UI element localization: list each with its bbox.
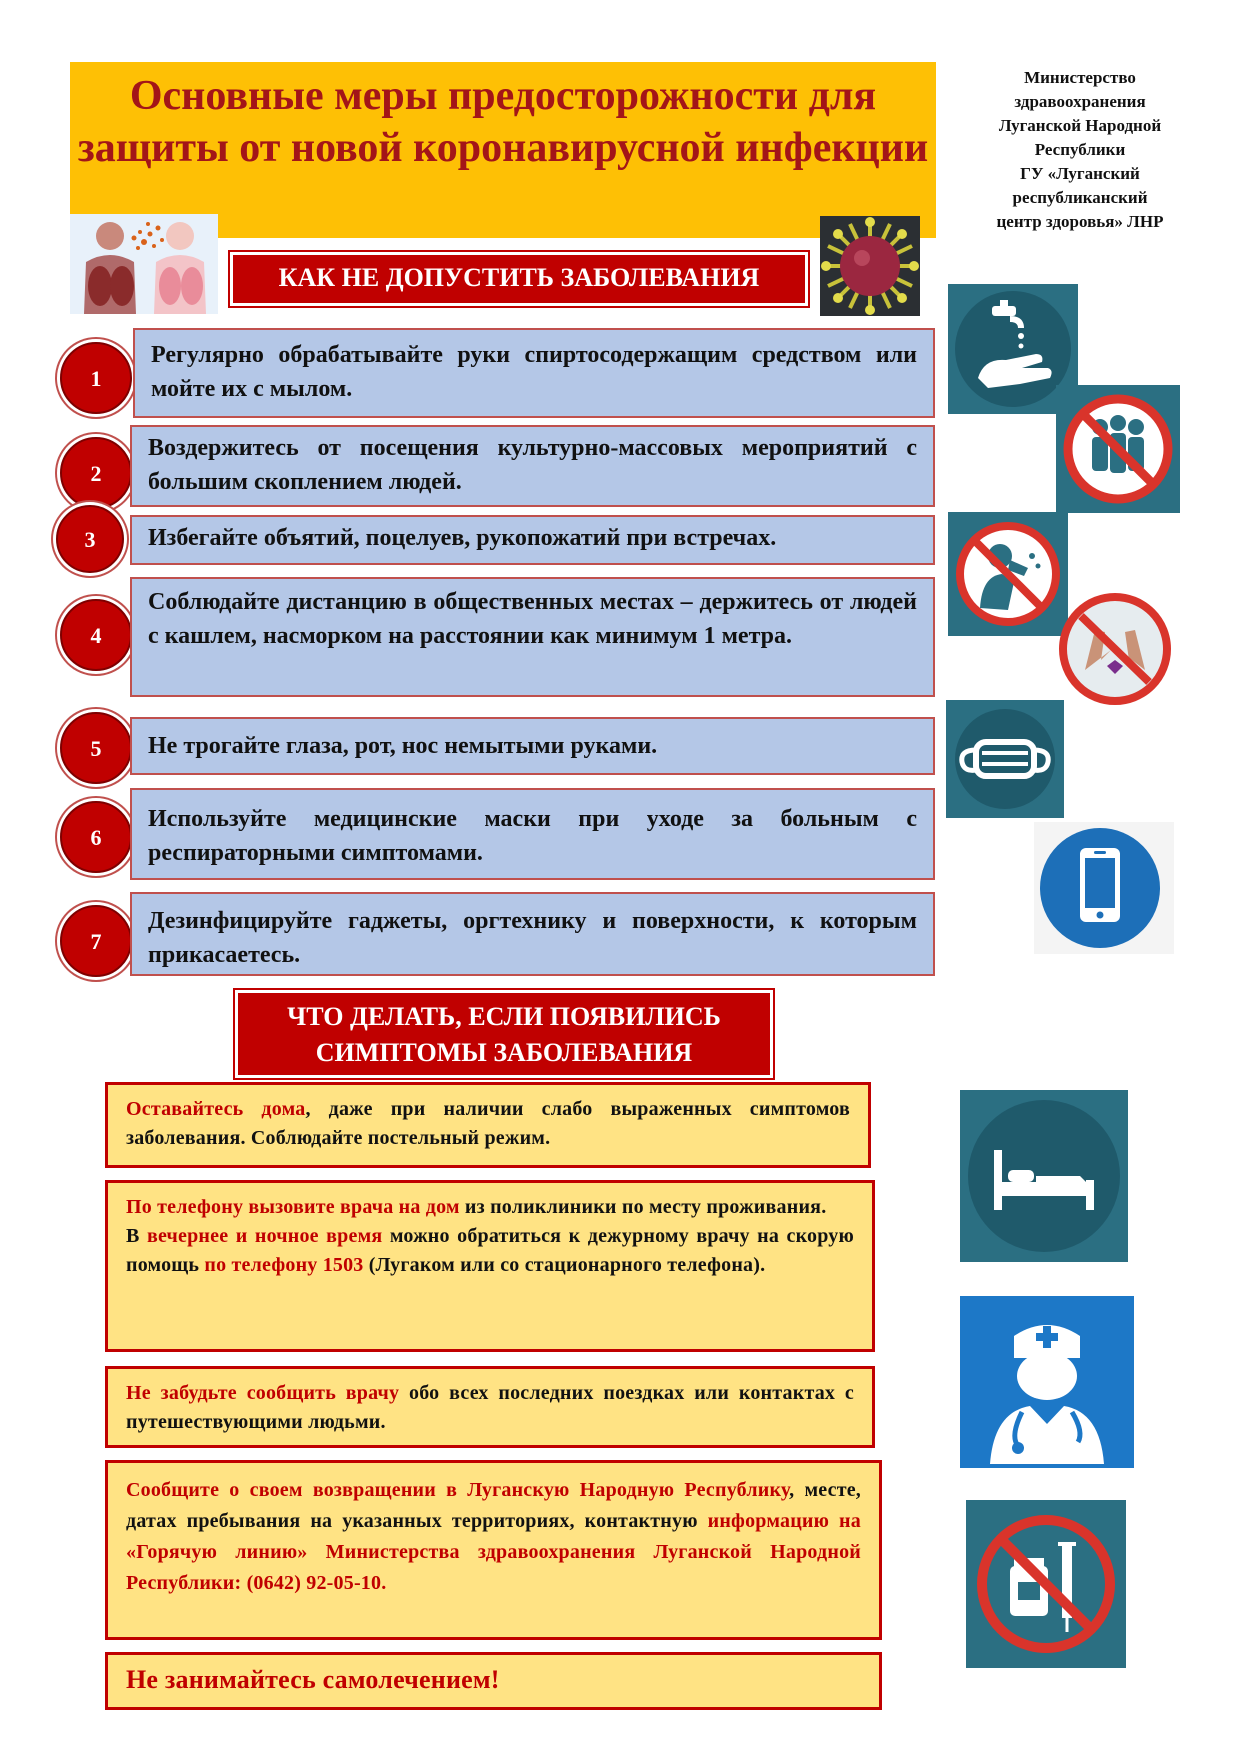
step-number: 4 (60, 599, 132, 671)
highlight-text: Сообщите о своем возвращении в Луганскую Народную Республику (126, 1479, 790, 1501)
section-heading-line: ЧТО ДЕЛАТЬ, ЕСЛИ ПОЯВИЛИСЬ (287, 1002, 721, 1031)
ministry-line: республиканский (1012, 188, 1148, 207)
step-number: 7 (60, 905, 132, 977)
no-crowd-icon (1056, 385, 1180, 513)
step-number: 3 (56, 505, 124, 573)
ministry-line: Республики (1034, 140, 1126, 159)
body-text: (Лугаком или со стационарного телефона). (363, 1254, 766, 1276)
highlight-text: информацию на «Горячую линию» Министерства здравоохранения Луганской Народной Республики: (0642) 92-05-10. (126, 1510, 861, 1594)
highlight-text: Оставайтесь дома (126, 1098, 306, 1120)
step-number: 5 (60, 712, 132, 784)
advice-box-call-doctor (105, 1180, 875, 1352)
body-text: В (126, 1225, 147, 1247)
body-text: обо всех последних поездках или контактах с путешествующими людьми. (126, 1382, 854, 1433)
highlight-text: по телефону 1503 (204, 1254, 364, 1276)
step-number: 1 (60, 342, 132, 414)
step-box: Воздержитесь от посещения культурно-массовых мероприятий с большим скоплением людей. (130, 425, 935, 507)
highlight-text: Не забудьте сообщить врачу (126, 1382, 400, 1404)
body-text: из поликлиники по месту проживания. (459, 1196, 827, 1218)
section-heading-line: СИМПТОМЫ ЗАБОЛЕВАНИЯ (315, 1038, 693, 1067)
body-text: можно обратиться к дежурному врачу на скорую помощь (126, 1225, 854, 1276)
advice-box-no-self-medication (105, 1652, 882, 1710)
body-text: , месте, датах пребывания на указанных территориях, контактную (126, 1479, 861, 1532)
ministry-line: здравоохранения (1014, 92, 1146, 111)
virus-icon (820, 216, 920, 316)
section-heading-symptoms (235, 990, 773, 1078)
body-text: , даже при наличии слабо выраженных симптомов заболевания. Соблюдайте постельный режим. (126, 1098, 850, 1149)
step-box: Дезинфицируйте гаджеты, оргтехнику и поверхности, к которым прикасаетесь. (130, 892, 935, 976)
step-number: 6 (60, 801, 132, 873)
step-box: Используйте медицинские маски при уходе за больным с респираторными симптомами. (130, 788, 935, 880)
step-box: Регулярно обрабатывайте руки спиртосодержащим средством или мойте их с мылом. (133, 328, 935, 418)
mask-icon (946, 700, 1064, 818)
advice-box-stay-home (105, 1082, 871, 1168)
bed-icon (960, 1090, 1128, 1262)
phone-icon (1034, 822, 1174, 954)
ministry-line: Министерство (1024, 68, 1136, 87)
step-number: 2 (60, 437, 132, 509)
page-title: Основные меры предосторожности для защиты от новой коронавирусной инфекции (77, 73, 929, 171)
highlight-text: вечернее и ночное время (146, 1225, 383, 1247)
no-handshake-icon (1055, 590, 1175, 708)
highlight-text: Не занимайтесь самолечением! (126, 1665, 500, 1694)
advice-box-inform-doctor (105, 1366, 875, 1448)
ministry-line: ГУ «Луганский (1020, 164, 1140, 183)
no-cough-icon (948, 512, 1068, 636)
highlight-text: По телефону вызовите врача на дом (126, 1196, 460, 1218)
ministry-block (950, 66, 1210, 234)
step-box: Не трогайте глаза, рот, нос немытыми руками. (130, 717, 935, 775)
no-self-medication-icon (966, 1500, 1126, 1668)
step-box: Соблюдайте дистанцию в общественных местах – держитесь от людей с кашлем, насморком на расстоянии как минимум 1 метра. (130, 577, 935, 697)
doctor-icon (960, 1296, 1134, 1468)
paragraph (126, 1222, 854, 1280)
ministry-line: Луганской Народной (998, 116, 1162, 135)
ministry-line: центр здоровья» ЛНР (996, 212, 1164, 231)
lungs-illustration (70, 214, 218, 314)
step-box: Избегайте объятий, поцелуев, рукопожатий при встречах. (130, 515, 935, 565)
paragraph (126, 1193, 854, 1222)
advice-box-hotline (105, 1460, 882, 1640)
section-heading-prevention: КАК НЕ ДОПУСТИТЬ ЗАБОЛЕВАНИЯ (230, 252, 808, 306)
